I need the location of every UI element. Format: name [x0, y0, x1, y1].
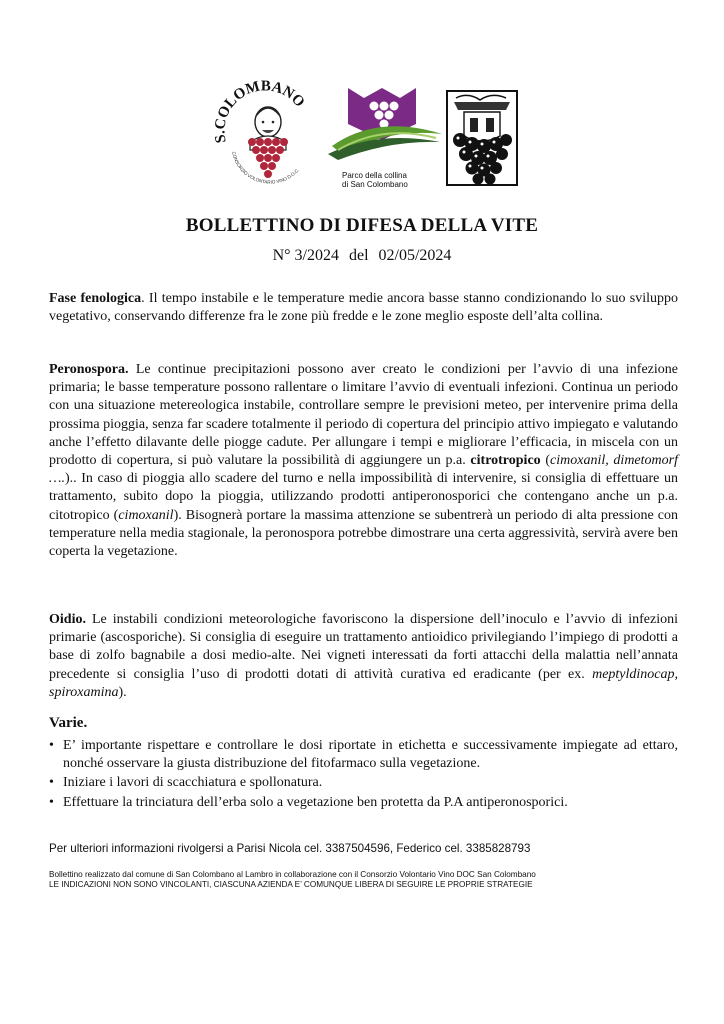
- consorzio-logo: [212, 80, 318, 188]
- peronospora-text-3: ).. In caso di pioggia allo scadere del turno e nella impossibilità di intervenire, si consiglia di effettuare un trattamento, subito dopo la pioggia, utilizzando prodotti antiperonosporici che contengano anche un p.a. citotropico (: [49, 471, 678, 523]
- varie-item-text: E’ importante rispettare e controllare le dosi riportate in etichetta e successivamente impiegate ad ettaro, nonché osservare la giusta distribuzione del fitofarmaco sulla vegetazione.: [63, 738, 678, 772]
- list-item: [49, 794, 678, 812]
- peronospora-text-2: (: [540, 453, 551, 469]
- bulletin-date: 02/05/2024: [378, 247, 452, 264]
- parco-logo-line1: Parco della collina: [342, 171, 407, 180]
- bullet-icon: •: [49, 738, 54, 753]
- peronospora-text-4: ). Bisognerà portare la massima attenzione se subentrerà un periodo di alta pressione con temperature nella media stagionale, la peronospora potrebbe dimostrare una certa aggressività, servirà avere ben coperta la vegetazione.: [49, 507, 679, 560]
- varie-heading: Varie.: [49, 715, 88, 731]
- oidio-text-1: Le instabili condizioni meteorologiche favoriscono la dispersione dell’inoculo e l’avvio di infezioni primarie (ascosporiche). Si consiglia di eseguire un trattamento antioidico privilegiando l’impiego di prodotti a base di zolfo bagnabile a dosi medio-alte. Nei vigneti interessati da forti attacchi della malattia nell’annata precedente si consiglia l’uso di prodotti dotati di attività curativa ed eradicante (per ex.: [49, 612, 678, 682]
- logo-row: [0, 80, 724, 190]
- section-oidio: [49, 611, 678, 702]
- peronospora-citrotropico: citrotropico: [470, 453, 541, 469]
- parco-logo: [318, 84, 446, 188]
- parco-logo-line2: di San Colombano: [342, 180, 408, 189]
- fase-heading: Fase fenologica: [49, 291, 142, 306]
- section-fase-fenologica: [49, 290, 678, 326]
- oidio-italic-1: meptyldinocap, spiroxamina: [49, 666, 678, 700]
- varie-item-text: Iniziare i lavori di scacchiatura e spollonatura.: [63, 775, 323, 791]
- oidio-heading: Oidio.: [49, 612, 86, 627]
- contact-info: Per ulteriori informazioni rivolgersi a Parisi Nicola cel. 3387504596, Federico cel. 3385828793: [49, 842, 531, 855]
- crest-logo: [444, 88, 520, 188]
- bulletin-number-date: [0, 247, 724, 265]
- footer-line-2: LE INDICAZIONI NON SONO VINCOLANTI, CIASCUNA AZIENDA E’ COMUNQUE LIBERA DI SEGUIRE LE PROPRIE STRATEGIE: [49, 880, 533, 889]
- consorzio-logo-ring-text: CONSORZIO VOLONTARIO VINO D.O.C.: [230, 151, 301, 185]
- footer: [49, 870, 536, 890]
- bulletin-del: del: [348, 247, 369, 264]
- fase-text: . Il tempo instabile e le temperature medie ancora basse stanno condizionando lo suo sviluppo vegetativo, conservando differenze fra le zone più fredde e le zone meglio esposte dell’alta collina.: [49, 291, 678, 325]
- peronospora-heading: Peronospora.: [49, 362, 129, 377]
- peronospora-italic-2: cimoxanil: [118, 507, 174, 523]
- bulletin-number: N° 3/2024: [272, 247, 339, 264]
- oidio-text-2: ).: [118, 684, 127, 700]
- bullet-icon: •: [49, 775, 54, 791]
- list-item: [49, 774, 678, 792]
- list-item: [49, 737, 678, 773]
- bullet-icon: •: [49, 794, 54, 810]
- parco-logo-graphic: [318, 84, 446, 162]
- peronospora-text-1: Le continue precipitazioni possono aver creato le condizioni per l’avvio di una infezione primaria; le basse temperature possono rallentare o limitare l’avvio di eventuali infezioni. Continua un periodo con una situazione metereologica instabile, controllare sempre le previsioni meteo, per intervenire prima della prossima pioggia, senza far scadere totalmente il periodo di copertura del principio attivo impiegato e valutando anche l’effetto dilavante delle piogge cadute. Per allungare i tempi e migliorare l’efficacia, in miscela con un prodotto di copertura, si può valutare la possibilità di aggiungere un p.a.: [49, 362, 678, 469]
- footer-line-1: Bollettino realizzato dal comune di San Colombano al Lambro in collaborazione con il Consorzio Volontario Vino DOC San Colombano: [49, 870, 536, 879]
- varie-item-text: Effettuare la trinciatura dell’erba solo a vegetazione ben protetta da P.A antiperonosporici.: [63, 794, 568, 810]
- bulletin-title: BOLLETTINO DI DIFESA DELLA VITE: [185, 215, 539, 236]
- peronospora-italic-1: cimoxanil, dimetomorf ….: [49, 453, 678, 487]
- section-peronospora: [49, 361, 678, 561]
- consorzio-logo-name: S.COLOMBANO: [212, 80, 308, 145]
- varie-list: [49, 737, 678, 813]
